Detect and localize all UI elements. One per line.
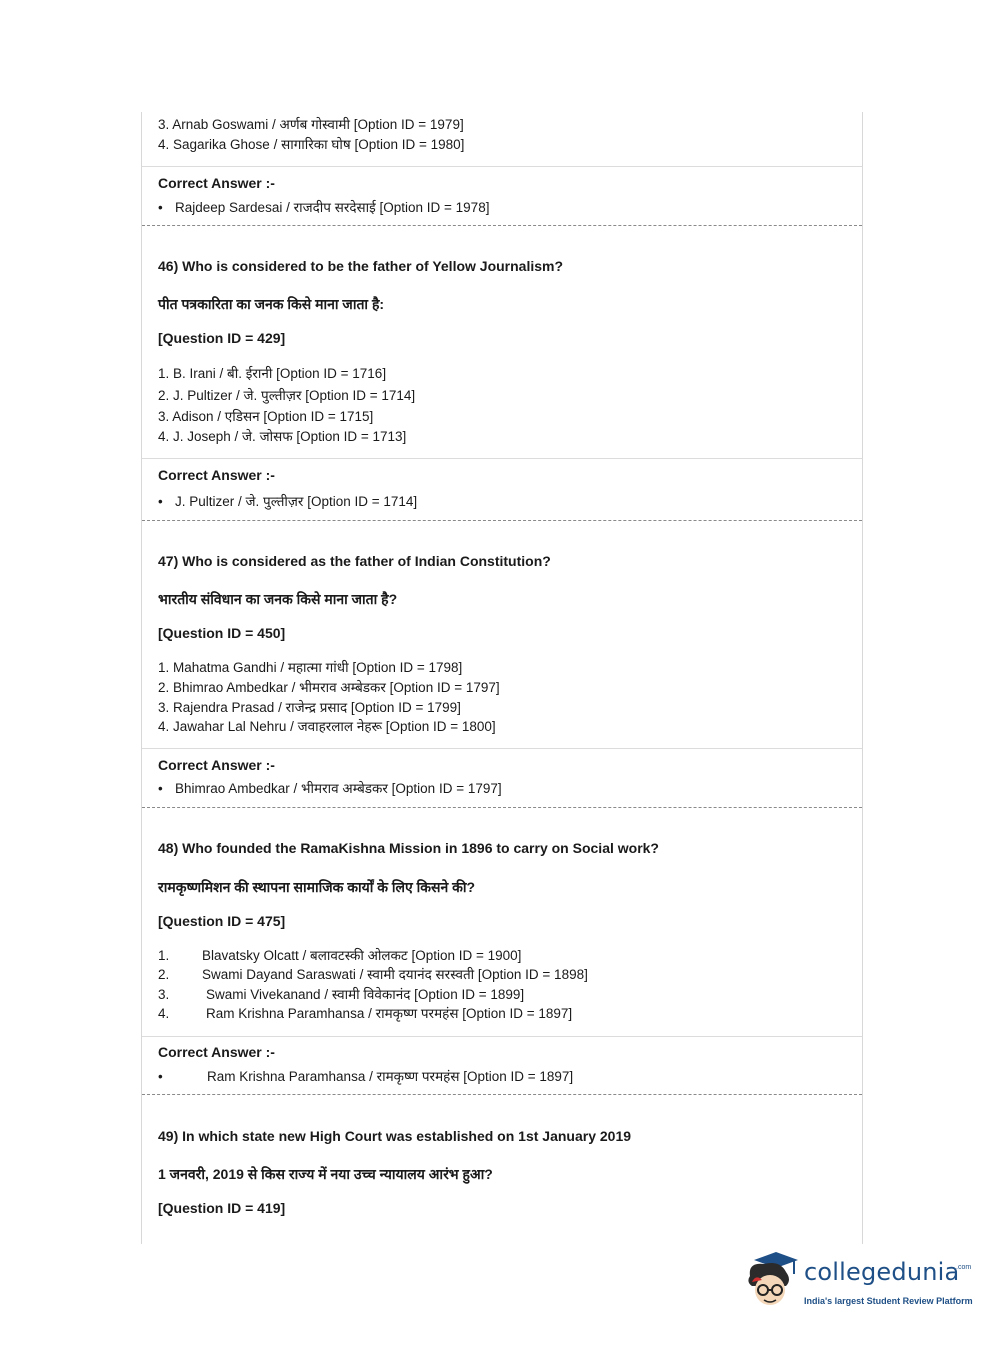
mascot-icon bbox=[742, 1252, 802, 1312]
option: 4. Jawahar Lal Nehru / जवाहरलाल नेहरू [Option ID = 1800] bbox=[158, 719, 496, 734]
divider bbox=[142, 748, 862, 749]
option: 1. B. Irani / बी. ईरानी [Option ID = 1716] bbox=[158, 366, 387, 381]
correct-answer-label: Correct Answer :- bbox=[158, 757, 275, 773]
bullet-icon: • bbox=[158, 781, 163, 796]
correct-answer-label: Correct Answer :- bbox=[158, 175, 275, 191]
option: 3. Rajendra Prasad / राजेन्द्र प्रसाद [Option ID = 1799] bbox=[158, 700, 461, 715]
question-text-hi: भारतीय संविधान का जनक किसे माना जाता है? bbox=[158, 591, 398, 607]
bullet-icon: • bbox=[158, 494, 163, 509]
page-frame bbox=[141, 112, 863, 1244]
correct-answer-label: Correct Answer :- bbox=[158, 1044, 275, 1060]
correct-answer: • Rajdeep Sardesai / राजदीप सरदेसाई [Option ID = 1978] bbox=[158, 200, 490, 215]
question-separator bbox=[142, 1094, 862, 1095]
question-separator bbox=[142, 225, 862, 226]
bullet-icon: • bbox=[158, 1069, 163, 1084]
bullet-icon: • bbox=[158, 200, 163, 215]
question-text-en: 49) In which state new High Court was established on 1st January 2019 bbox=[158, 1128, 632, 1144]
correct-answer: • J. Pultizer / जे. पुल्तीज़र [Option ID = 1714] bbox=[158, 494, 418, 509]
option: 3. Adison / एडिसन [Option ID = 1715] bbox=[158, 409, 374, 424]
logo-wordmark: collegedunia bbox=[804, 1258, 960, 1286]
question-id: [Question ID = 429] bbox=[158, 330, 286, 346]
question-id: [Question ID = 475] bbox=[158, 913, 286, 929]
correct-answer: • Ram Krishna Paramhansa / रामकृष्ण परमहंस [Option ID = 1897] bbox=[158, 1069, 574, 1084]
question-separator bbox=[142, 520, 862, 521]
question-text-hi: रामकृष्णमिशन की स्थापना सामाजिक कार्यों के लिए किसने की? bbox=[158, 879, 476, 895]
question-text-hi: 1 जनवरी, 2019 से किस राज्य में नया उच्च न्यायालय आरंभ हुआ? bbox=[158, 1166, 493, 1182]
logo-suffix: .com bbox=[956, 1264, 972, 1271]
option: 4. J. Joseph / जे. जोसफ [Option ID = 1713] bbox=[158, 429, 407, 444]
question-text-en: 46) Who is considered to be the father of Yellow Journalism? bbox=[158, 258, 564, 274]
divider bbox=[142, 458, 862, 459]
divider bbox=[142, 1036, 862, 1037]
question-text-hi: पीत पत्रकारिता का जनक किसे माना जाता है: bbox=[158, 296, 385, 312]
question-separator bbox=[142, 807, 862, 808]
option: 3. Arnab Goswami / अर्णब गोस्वामी [Option ID = 1979] bbox=[158, 117, 464, 132]
question-id: [Question ID = 419] bbox=[158, 1200, 286, 1216]
correct-answer-label: Correct Answer :- bbox=[158, 467, 275, 483]
question-text-en: 47) Who is considered as the father of Indian Constitution? bbox=[158, 553, 551, 569]
option: 2. J. Pultizer / जे. पुल्तीज़र [Option ID = 1714] bbox=[158, 388, 416, 403]
option: 3. Swami Vivekanand / स्वामी विवेकानंद [Option ID = 1899] bbox=[158, 987, 525, 1002]
option: 1. Blavatsky Olcatt / बलावटस्की ओलकट [Option ID = 1900] bbox=[158, 948, 522, 963]
option: 4. Sagarika Ghose / सागारिका घोष [Option ID = 1980] bbox=[158, 137, 465, 152]
correct-answer: • Bhimrao Ambedkar / भीमराव अम्बेडकर [Option ID = 1797] bbox=[158, 781, 502, 796]
question-id: [Question ID = 450] bbox=[158, 625, 286, 641]
option: 1. Mahatma Gandhi / महात्मा गांधी [Option ID = 1798] bbox=[158, 660, 463, 675]
divider bbox=[142, 166, 862, 167]
option: 2. Swami Dayand Saraswati / स्वामी दयानंद सरस्वती [Option ID = 1898] bbox=[158, 967, 588, 982]
option: 2. Bhimrao Ambedkar / भीमराव अम्बेडकर [Option ID = 1797] bbox=[158, 680, 500, 695]
option: 4. Ram Krishna Paramhansa / रामकृष्ण परमहंस [Option ID = 1897] bbox=[158, 1006, 573, 1021]
question-text-en: 48) Who founded the RamaKishna Mission in 1896 to carry on Social work? bbox=[158, 840, 659, 856]
collegedunia-logo bbox=[742, 1252, 972, 1312]
logo-tagline: India's largest Student Review Platform bbox=[804, 1296, 973, 1306]
